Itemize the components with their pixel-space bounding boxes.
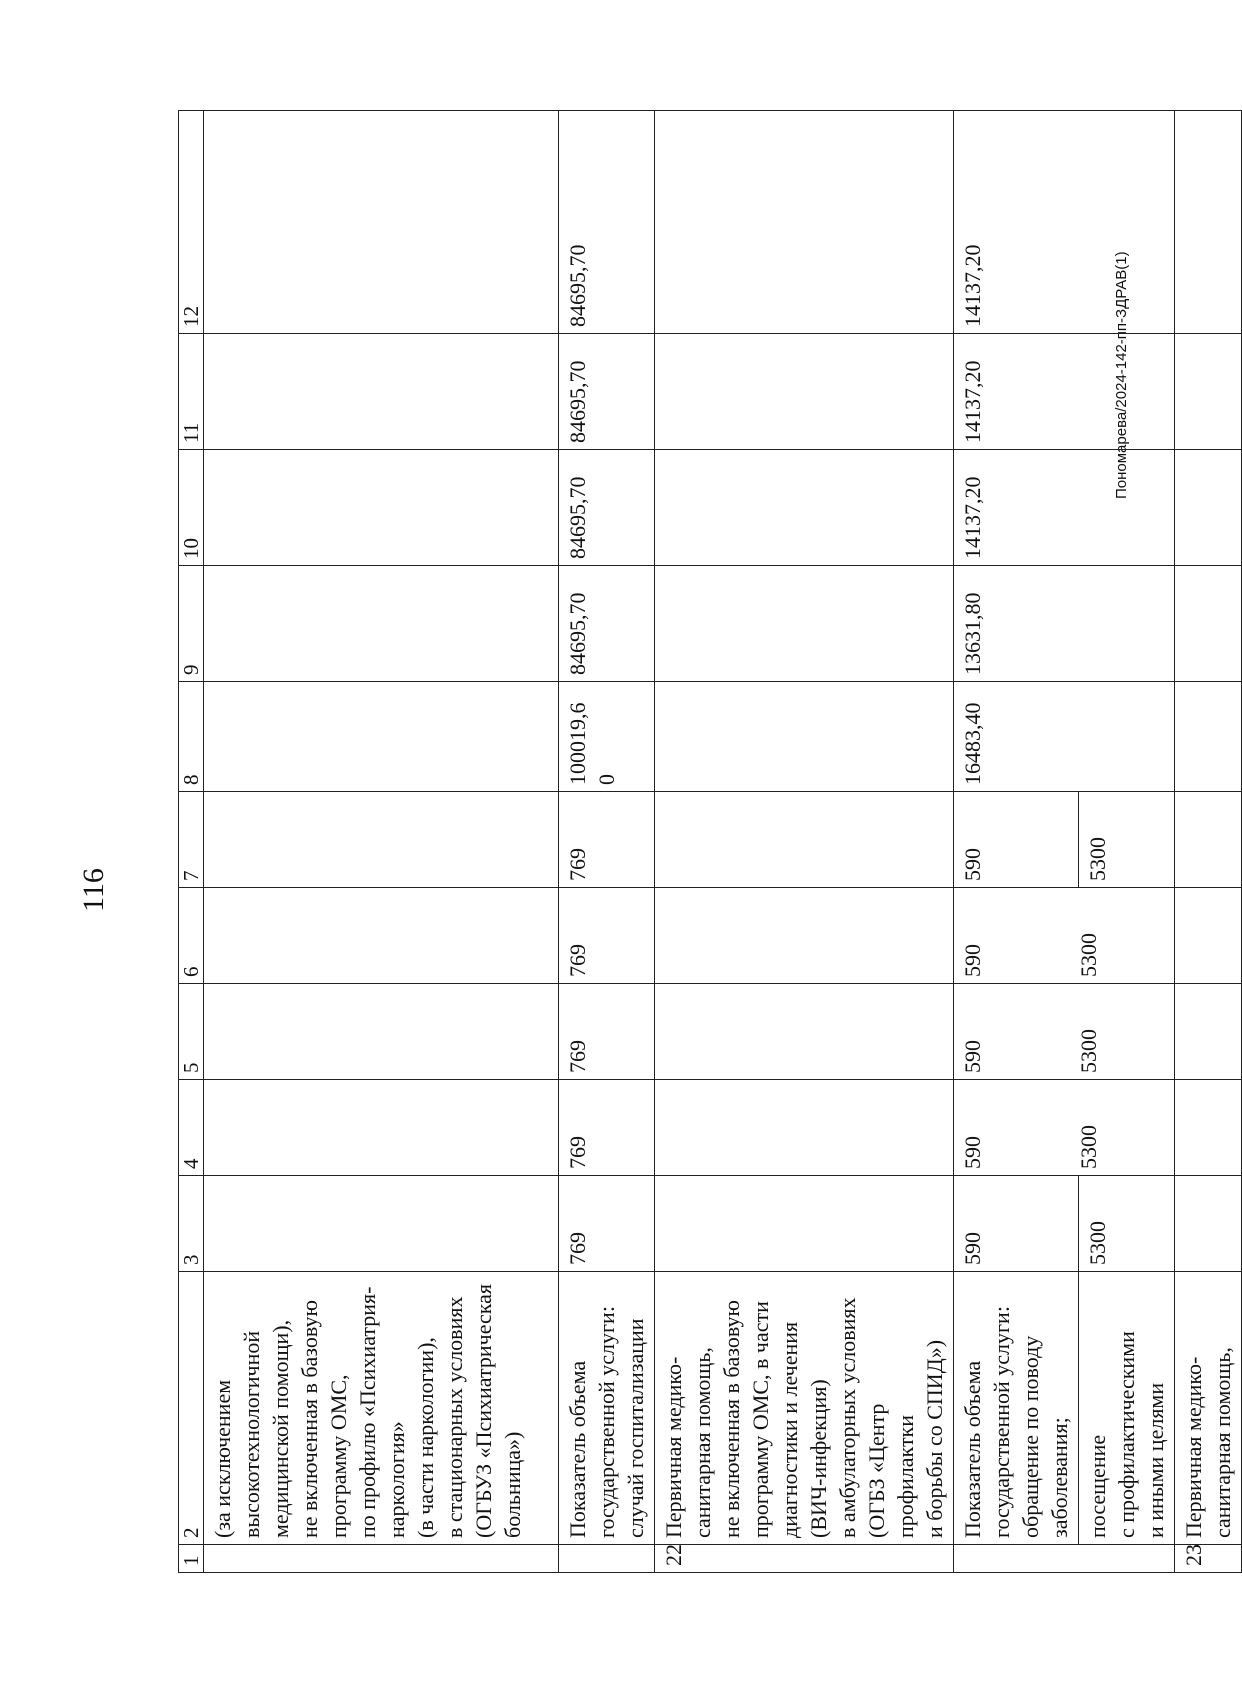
- page-number: 116: [77, 868, 110, 912]
- value-cell: 84695,70: [559, 450, 655, 566]
- value-cell: 769: [559, 1176, 655, 1272]
- value-cell: 84695,70: [559, 334, 655, 450]
- header-col-10: 10: [179, 450, 204, 566]
- service-description: Первичная медико- санитарная помощь, не включенная в базовую программу ОМС, в части диагностики и лечения (ВИЧ-инфекция) в амбулаторных условиях (ОГБЗ «Центр профилактки и борьбы со СПИД»): [655, 1272, 954, 1545]
- value-cell: 14137,20: [954, 450, 1175, 566]
- value-cell: 769: [559, 984, 655, 1080]
- value-cell: 590: [954, 792, 1079, 888]
- table-row: [655, 111, 954, 1573]
- value-cell: 14137,20: [954, 111, 1175, 334]
- value-cell: 769: [559, 888, 655, 984]
- header-col-2: 2: [179, 1272, 204, 1545]
- indicator-description: посещение с профилактическими и иными целями: [1079, 1272, 1175, 1545]
- header-col-3: 3: [179, 1176, 204, 1272]
- table-row: [559, 111, 655, 1573]
- header-col-11: 11: [179, 334, 204, 450]
- value-cell: 590: [954, 1176, 1079, 1272]
- value-cell: 590 5300: [954, 1080, 1175, 1176]
- header-row: [179, 111, 204, 1573]
- header-col-6: 6: [179, 888, 204, 984]
- value-cell: 100019,6 0: [559, 682, 655, 792]
- header-col-4: 4: [179, 1080, 204, 1176]
- value-cell: 5300: [1079, 792, 1175, 888]
- value-cell: 13631,80: [954, 566, 1175, 682]
- header-col-1: 1: [179, 1545, 204, 1573]
- header-col-5: 5: [179, 984, 204, 1080]
- value-cell: 769: [559, 1080, 655, 1176]
- header-col-12: 12: [179, 111, 204, 334]
- row-number-cell: [204, 1545, 559, 1573]
- indicator-description: Показатель объема государственной услуги: случай госпитализации: [559, 1272, 655, 1545]
- row-number-cell: 23: [1175, 1545, 1242, 1573]
- value-cell: 14137,20: [954, 334, 1175, 450]
- header-col-7: 7: [179, 792, 204, 888]
- header-col-8: 8: [179, 682, 204, 792]
- indicator-description: Показатель объема государственной услуги: обращение по поводу заболевания;: [954, 1272, 1079, 1545]
- table-row: [204, 111, 559, 1573]
- value-cell: 769: [559, 792, 655, 888]
- service-description: Первичная медико- санитарная помощь,: [1175, 1272, 1242, 1545]
- document-code: Пономарева/2024-142-пп-ЗДРАВ(1): [1113, 251, 1130, 499]
- value-cell: 590 5300: [954, 888, 1175, 984]
- service-description: (за исключением высокотехнологичной медицинской помощи), не включенная в базовую программу ОМС, по профилю «Психиатрия- наркология» (в части наркологии), в стационарных условиях (ОГБУЗ «Психиатрическая больница»): [204, 1272, 559, 1545]
- value-cell: 590 5300: [954, 984, 1175, 1080]
- value-cell: 5300: [1079, 1176, 1175, 1272]
- services-table: [178, 110, 1242, 1573]
- value-cell: 84695,70: [559, 566, 655, 682]
- header-col-9: 9: [179, 566, 204, 682]
- value-cell: 16483,40: [954, 682, 1175, 792]
- table-row: [954, 111, 1079, 1573]
- value-cell: 84695,70: [559, 111, 655, 334]
- row-number-cell: 22: [655, 1545, 954, 1573]
- table-row: [1175, 111, 1242, 1573]
